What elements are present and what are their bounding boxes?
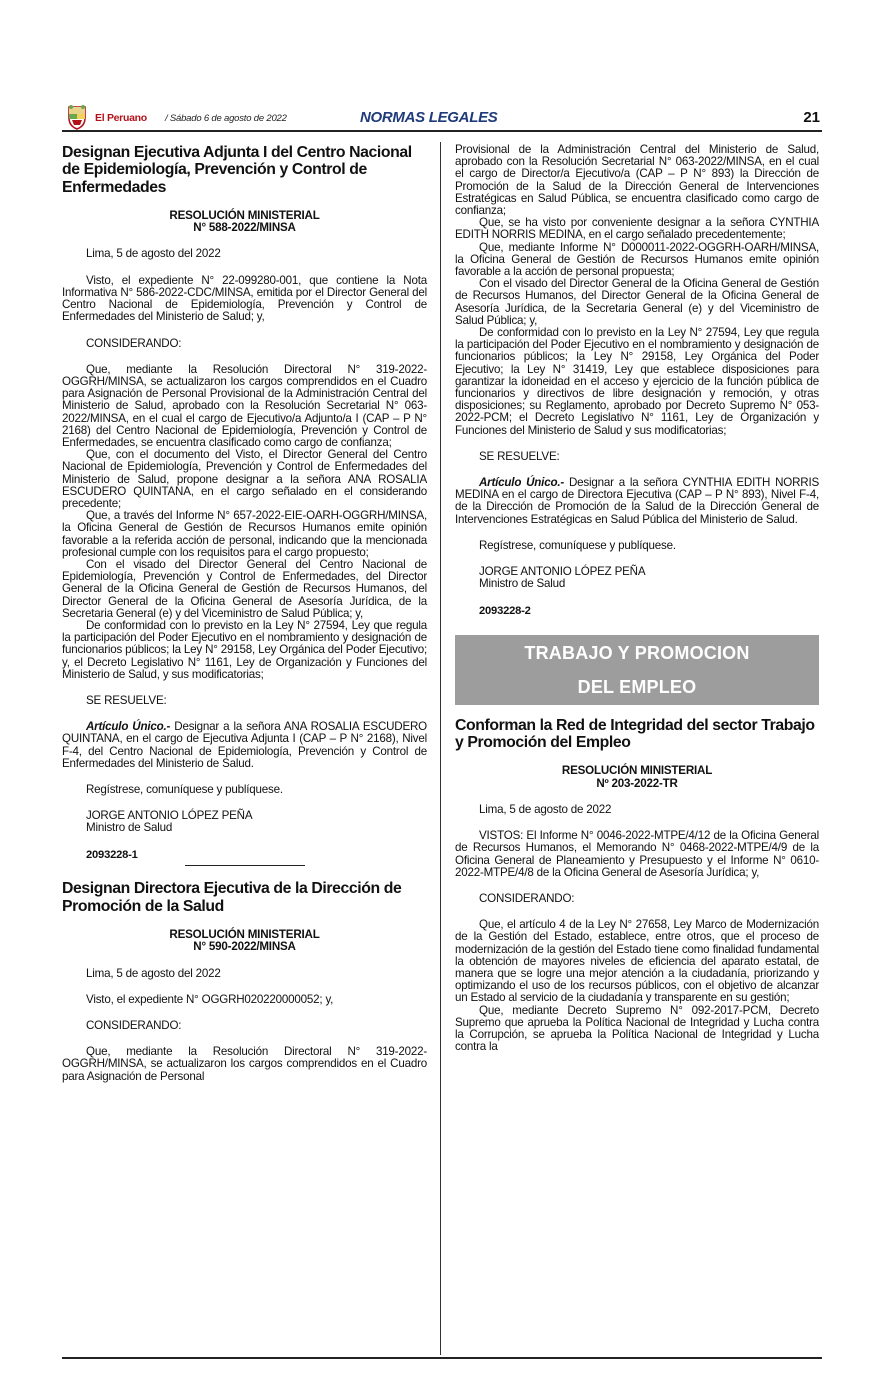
considerando-heading: CONSIDERANDO: bbox=[479, 891, 575, 905]
place-date: Lima, 5 de agosto del 2022 bbox=[86, 966, 221, 980]
paragraph: Con el visado del Director General del Centro Nacional de Epidemiología, Prevención y Control de Enfermedades, del Director General de la Oficina General de Gestión de Recursos Humanos, del Director General de la Oficina General de Asesoría Jurídica, de la Secretaria General (e) y del Viceministro de Salud Pública; y, bbox=[62, 557, 427, 620]
closing-formula: Regístrese, comuníquese y publíquese. bbox=[86, 783, 283, 796]
paragraph-continued: Provisional de la Administración Central del Ministerio de Salud, aprobado con la Resolución Secretarial N° 063-2022/MINSA, en el cual el cargo de Director/a Ejecutivo/a (CAP – P N° 893) la Dirección de Promoción de la Salud de la Dirección General de Intervenciones Estratégicas en Salud Pública, se encuentra clasificado como cargo de confianza; bbox=[455, 143, 819, 218]
article-text: Designar a la señora CYNTHIA EDITH NORRIS MEDINA en el cargo de Directora Ejecutiva (CAP – P N° 893), Nivel F-4, de la Dirección de Promoción de la Salud de la Dirección General de Intervenciones Estratégicas en Salud Pública del Ministerio de Salud. bbox=[455, 476, 820, 526]
paragraph: De conformidad con lo previsto en la Ley N° 27594, Ley que regula la participación del Poder Ejecutivo en el nombramiento y designación de funcionarios públicos; la Ley N° 29158, Ley Orgánica del Poder Ejecutivo; y, el Decreto Legislativo N° 1161, Ley de Organización y Funciones del Ministerio de Salud, y sus modificatorias; bbox=[62, 618, 427, 681]
closing-formula: Regístrese, comuníquese y publíquese. bbox=[479, 538, 676, 552]
column-divider bbox=[440, 142, 441, 1355]
paragraph: Que, mediante Informe N° D000011-2022-OGGRH-OARH/MINSA, la Oficina General de Gestión de Recursos Humanos emite opinión favorable a la acción de personal propuesta; bbox=[455, 240, 819, 279]
signer-title: Ministro de Salud bbox=[479, 577, 566, 591]
signer-name: JORGE ANTONIO LÓPEZ PEÑA bbox=[86, 809, 253, 823]
peru-coat-of-arms-icon bbox=[66, 104, 88, 130]
publication-code: 2093228-2 bbox=[479, 604, 531, 617]
paragraph: De conformidad con lo previsto en la Ley N° 27594, Ley que regula la participación del Poder Ejecutivo en el nombramiento y designación de funcionarios públicos; la Ley N° 29158, Ley Orgánica del Poder Ejecutivo; la Ley N° 31419, Ley que establece disposiciones para garantizar la idoneidad en el acceso y ejercicio de la función pública de funcionarios y directivos de libre designación y remoción, y otras disposiciones; su Reglamento, aprobado por Decreto Supremo N° 053-2022-PCM; el Decreto Legislativo N° 1161, Ley de Organización y Funciones del Ministerio de Salud y sus modificatorias; bbox=[455, 326, 819, 437]
resolution-heading: RESOLUCIÓN MINISTERIAL bbox=[169, 208, 320, 222]
paragraph: Que, a través del Informe N° 657-2022-EIE-OARH-OGGRH/MINSA, la Oficina General de Gestión de Recursos Humanos emite opinión favorable a la referida acción de personal, indicando que la mencionada profesional cumple con los requisitos para el cargo propuesto; bbox=[62, 509, 427, 559]
paragraph: Que, mediante Decreto Supremo N° 092-2017-PCM, Decreto Supremo que aprueba la Política Nacional de Integridad y Lucha contra la Corrupción, se aprueba la Política Nacional de Integridad y Lucha contra la bbox=[455, 1003, 819, 1054]
footer-rule bbox=[62, 1357, 822, 1359]
paragraph: Que, se ha visto por conveniente designar a la señora CYNTHIA EDITH NORRIS MEDINA, en el cargo señalado precedentemente; bbox=[455, 216, 819, 242]
publication-date: / Sábado 6 de agosto de 2022 bbox=[165, 113, 287, 124]
header-rule bbox=[62, 130, 822, 132]
signer-name: JORGE ANTONIO LÓPEZ PEÑA bbox=[479, 565, 646, 579]
article-paragraph bbox=[455, 477, 819, 526]
left-column bbox=[62, 144, 427, 1083]
considerando-heading: CONSIDERANDO: bbox=[86, 1018, 182, 1032]
resolution-number: N° 588-2022/MINSA bbox=[193, 221, 296, 235]
sector-banner bbox=[455, 635, 819, 705]
article-title: Designan Ejecutiva Adjunta I del Centro Nacional de Epidemiología, Prevención y Control de Enfermedades bbox=[62, 144, 412, 196]
visto-paragraph: Visto, el expediente N° 22-099280-001, que contiene la Nota Informativa N° 586-2022-CDC/MINSA, emitida por el Director General del Centro Nacional de Epidemiología, Prevención y Control de Enfermedades del Ministerio de Salud; y, bbox=[62, 273, 427, 324]
paragraph: Que, con el documento del Visto, el Director General del Centro Nacional de Epidemiología, Prevención y Control de Enfermedades del Ministerio de Salud, propone designar a la señora ANA ROSALIA ESCUDERO QUINTANA, en el cargo señalado en el considerando precedente; bbox=[62, 448, 427, 510]
vistos-paragraph: VISTOS: El Informe N° 0046-2022-MTPE/4/12 de la Oficina General de Recursos Humanos, el Memorando N° 0468-2022-MTPE/4/9 de la Oficina General de Planeamiento y Presupuesto y el Informe N° 0610-2022-MTPE/4/8 de la Oficina General de Asesoría Jurídica; y, bbox=[455, 829, 819, 879]
paragraph: Que, el artículo 4 de la Ley N° 27658, Ley Marco de Modernización de la Gestión del Estado, establece, entre otros, que el proceso de modernización de la gestión del Estado tiene como finalidad fundamental la obtención de mayores niveles de eficiencia del aparato estatal, de manera que se logre una mejor atención a la ciudadanía, priorizando y optimizando el uso de los recursos públicos, con el objetivo de alcanzar un Estado al servicio de la ciudadanía y transparente en su gestión; bbox=[455, 918, 819, 1005]
article-text: Designar a la señora ANA ROSALIA ESCUDERO QUINTANA, en el cargo de Ejecutiva Adjunta I (CAP – P N° 2168), Nivel F-4, del Centro Nacional de Epidemiología, Prevención y Control de Enfermedades del Ministerio de Salud. bbox=[62, 720, 428, 770]
visto-paragraph: Visto, el expediente N° OGGRH020220000052; y, bbox=[86, 992, 334, 1006]
article-label: Artículo Único.- bbox=[86, 720, 171, 734]
page-number: 21 bbox=[803, 109, 820, 126]
resolution-number: Nº 203-2022-TR bbox=[596, 776, 678, 790]
place-date: Lima, 5 de agosto de 2022 bbox=[479, 802, 612, 816]
place-date: Lima, 5 de agosto del 2022 bbox=[86, 247, 221, 261]
article-title: Conforman la Red de Integridad del sector Trabajo y Promoción del Empleo bbox=[455, 716, 815, 751]
resuelve-heading: SE RESUELVE: bbox=[479, 449, 560, 463]
sector-banner-line: DEL EMPLEO bbox=[577, 676, 697, 697]
paragraph: Que, mediante la Resolución Directoral N° 319-2022-OGGRH/MINSA, se actualizaron los cargos comprendidos en el Cuadro para Asignación de Personal Provisional de la Administración Central del Ministerio de Salud, aprobado con la Resolución Secretarial N° 063-2022/MINSA, en el cual el cargo de Ejecutivo/a Adjunto/a I (CAP – P N° 2168) del Centro Nacional de Epidemiología, Prevención y Control de Enfermedades, se encuentra clasificado como cargo de confianza; bbox=[62, 362, 427, 449]
section-title: NORMAS LEGALES bbox=[360, 109, 498, 126]
paragraph: Que, mediante la Resolución Directoral N° 319-2022-OGGRH/MINSA, se actualizaron los cargos comprendidos en el Cuadro para Asignación de Personal bbox=[62, 1045, 427, 1083]
publication-name: El Peruano bbox=[95, 112, 147, 124]
resolution-heading: RESOLUCIÓN MINISTERIAL bbox=[169, 927, 320, 941]
right-column bbox=[455, 144, 819, 1053]
resuelve-heading: SE RESUELVE: bbox=[86, 693, 167, 707]
page-header bbox=[62, 104, 822, 132]
sector-banner-line: TRABAJO Y PROMOCION bbox=[524, 642, 750, 663]
considerando-heading: CONSIDERANDO: bbox=[86, 336, 182, 350]
paragraph: Con el visado del Director General de la Oficina General de Gestión de Recursos Humanos, del Director General de la Oficina General de Asesoría Jurídica, de la Secretaria General (e) y del Viceministro de Salud Pública; y, bbox=[455, 277, 819, 327]
publication-code: 2093228-1 bbox=[86, 848, 138, 861]
signer-title: Ministro de Salud bbox=[86, 821, 173, 835]
article-paragraph bbox=[62, 721, 427, 770]
article-title: Designan Directora Ejecutiva de la Dirección de Promoción de la Salud bbox=[62, 880, 402, 915]
article-label: Artículo Único.- bbox=[479, 476, 565, 490]
resolution-heading: RESOLUCIÓN MINISTERIAL bbox=[561, 764, 713, 778]
resolution-number: N° 590-2022/MINSA bbox=[193, 940, 296, 954]
